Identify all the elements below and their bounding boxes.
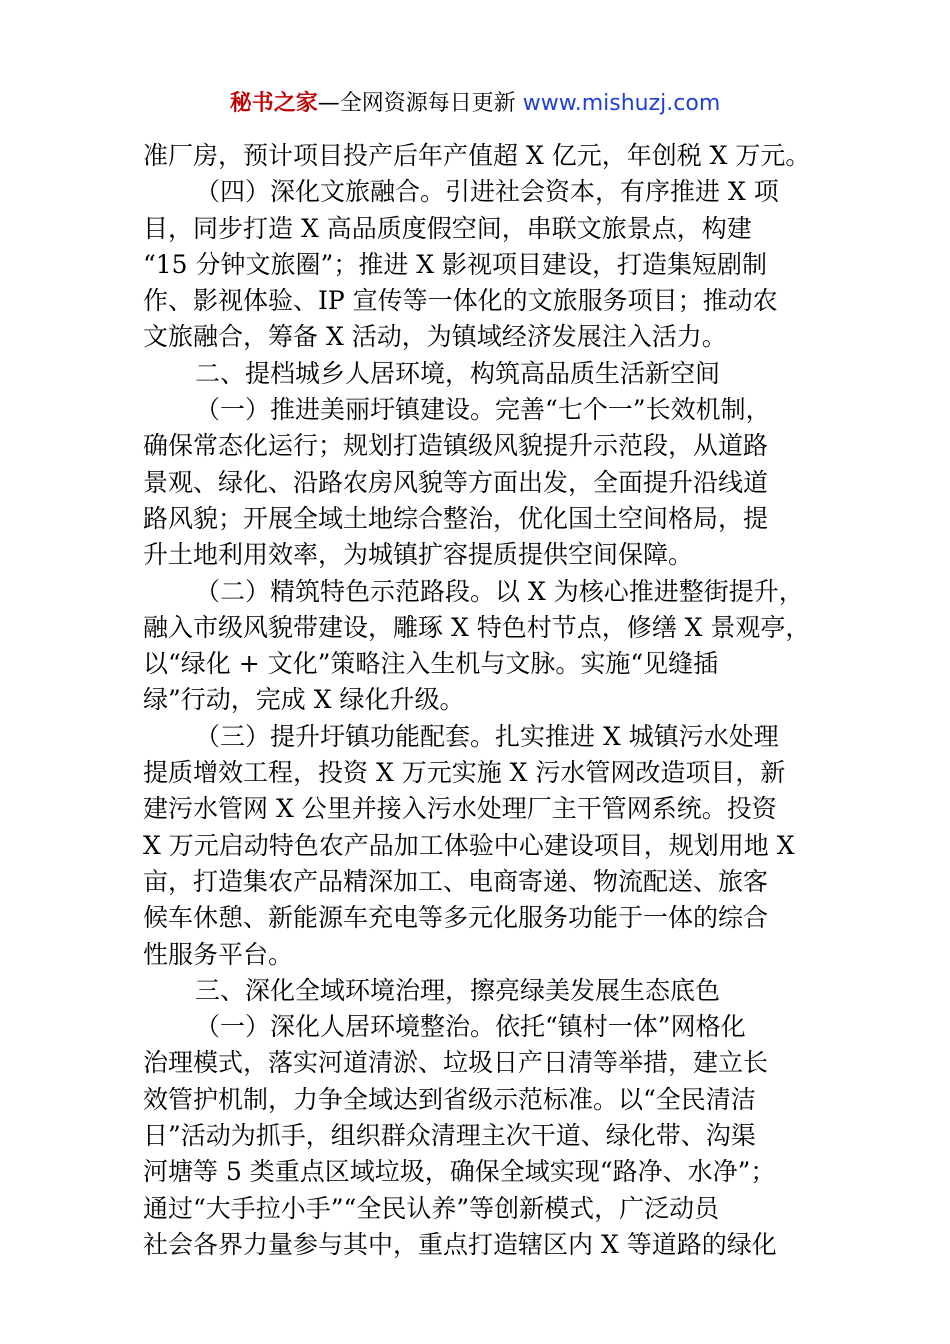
text-line: 景观、绿化、沿路农房风貌等方面出发，全面提升沿线道 [143,467,769,497]
text-line: 建污水管网 X 公里并接入污水处理厂主干管网系统。投资 [143,794,777,824]
text-line: X 万元启动特色农产品加工体验中心建设项目，规划用地 X [143,830,795,860]
site-header [0,86,950,122]
site-brand: 秘书之家 [229,91,318,116]
text-line: 效管护机制，力争全域达到省级示范标准。以“全民清洁 [143,1084,756,1114]
text-line: 作、影视体验、IP 宣传等一体化的文旅服务项目；推动农 [143,286,778,316]
text-line: 目，同步打造 X 高品质度假空间，串联文旅景点，构建 [143,213,752,243]
text-line: （一）深化人居环境整治。依托“镇村一体”网格化 [195,1012,746,1042]
text-line: 治理模式，落实河道清淤、垃圾日产日清等举措，建立长 [143,1048,769,1078]
site-tagline: —全网资源每日更新 [317,91,523,116]
text-line: 性服务平台。 [143,939,294,969]
text-line: 三、深化全域环境治理，擦亮绿美发展生态底色 [195,975,721,1005]
text-line: 通过“大手拉小手”“全民认养”等创新模式，广泛动员 [143,1193,720,1223]
text-line: 文旅融合，筹备 X 活动，为镇域经济发展注入活力。 [143,322,727,352]
text-line: 确保常态化运行；规划打造镇级风貌提升示范段，从道路 [143,431,769,461]
text-line: “15 分钟文旅圈”；推进 X 影视项目建设，打造集短剧制 [143,249,768,279]
text-line: （四）深化文旅融合。引进社会资本，有序推进 X 项 [195,177,779,207]
text-line: 升土地利用效率，为城镇扩容提质提供空间保障。 [143,540,694,570]
text-line: 河塘等 5 类重点区域垃圾，确保全域实现“路净、水净”； [143,1157,776,1187]
text-line: （二）精筑特色示范路段。以 X 为核心推进整街提升， [195,576,804,606]
text-line: 绿”行动，完成 X 绿化升级。 [143,685,465,715]
text-line: （三）提升圩镇功能配套。扎实推进 X 城镇污水处理 [195,721,779,751]
text-line: （一）推进美丽圩镇建设。完善“七个一”长效机制， [195,395,771,425]
text-line: 准厂房，预计项目投产后年产值超 X 亿元，年创税 X 万元。 [143,141,811,170]
text-line: 社会各界力量参与其中，重点打造辖区内 X 等道路的绿化 [143,1229,777,1259]
text-line: 日”活动为抓手，组织群众清理主次干道、绿化带、沟渠 [143,1121,756,1151]
text-line: 以“绿化 + 文化”策略注入生机与文脉。实施“见缝插 [143,649,719,679]
text-line: 融入市级风貌带建设，雕琢 X 特色村节点，修缮 X 景观亭， [143,612,811,642]
text-line: 提质增效工程，投资 X 万元实施 X 污水管网改造项目，新 [143,758,786,788]
document-body [143,138,813,1263]
text-line: 候车休憩、新能源车充电等多元化服务功能于一体的综合 [143,903,769,933]
text-line: 路风貌；开展全域土地综合整治，优化国土空间格局，提 [143,503,769,533]
text-line: 亩，打造集农产品精深加工、电商寄递、物流配送、旅客 [143,866,769,896]
text-line: 二、提档城乡人居环境，构筑高品质生活新空间 [195,358,721,388]
site-url[interactable]: www.mishuzj.com [522,91,721,116]
